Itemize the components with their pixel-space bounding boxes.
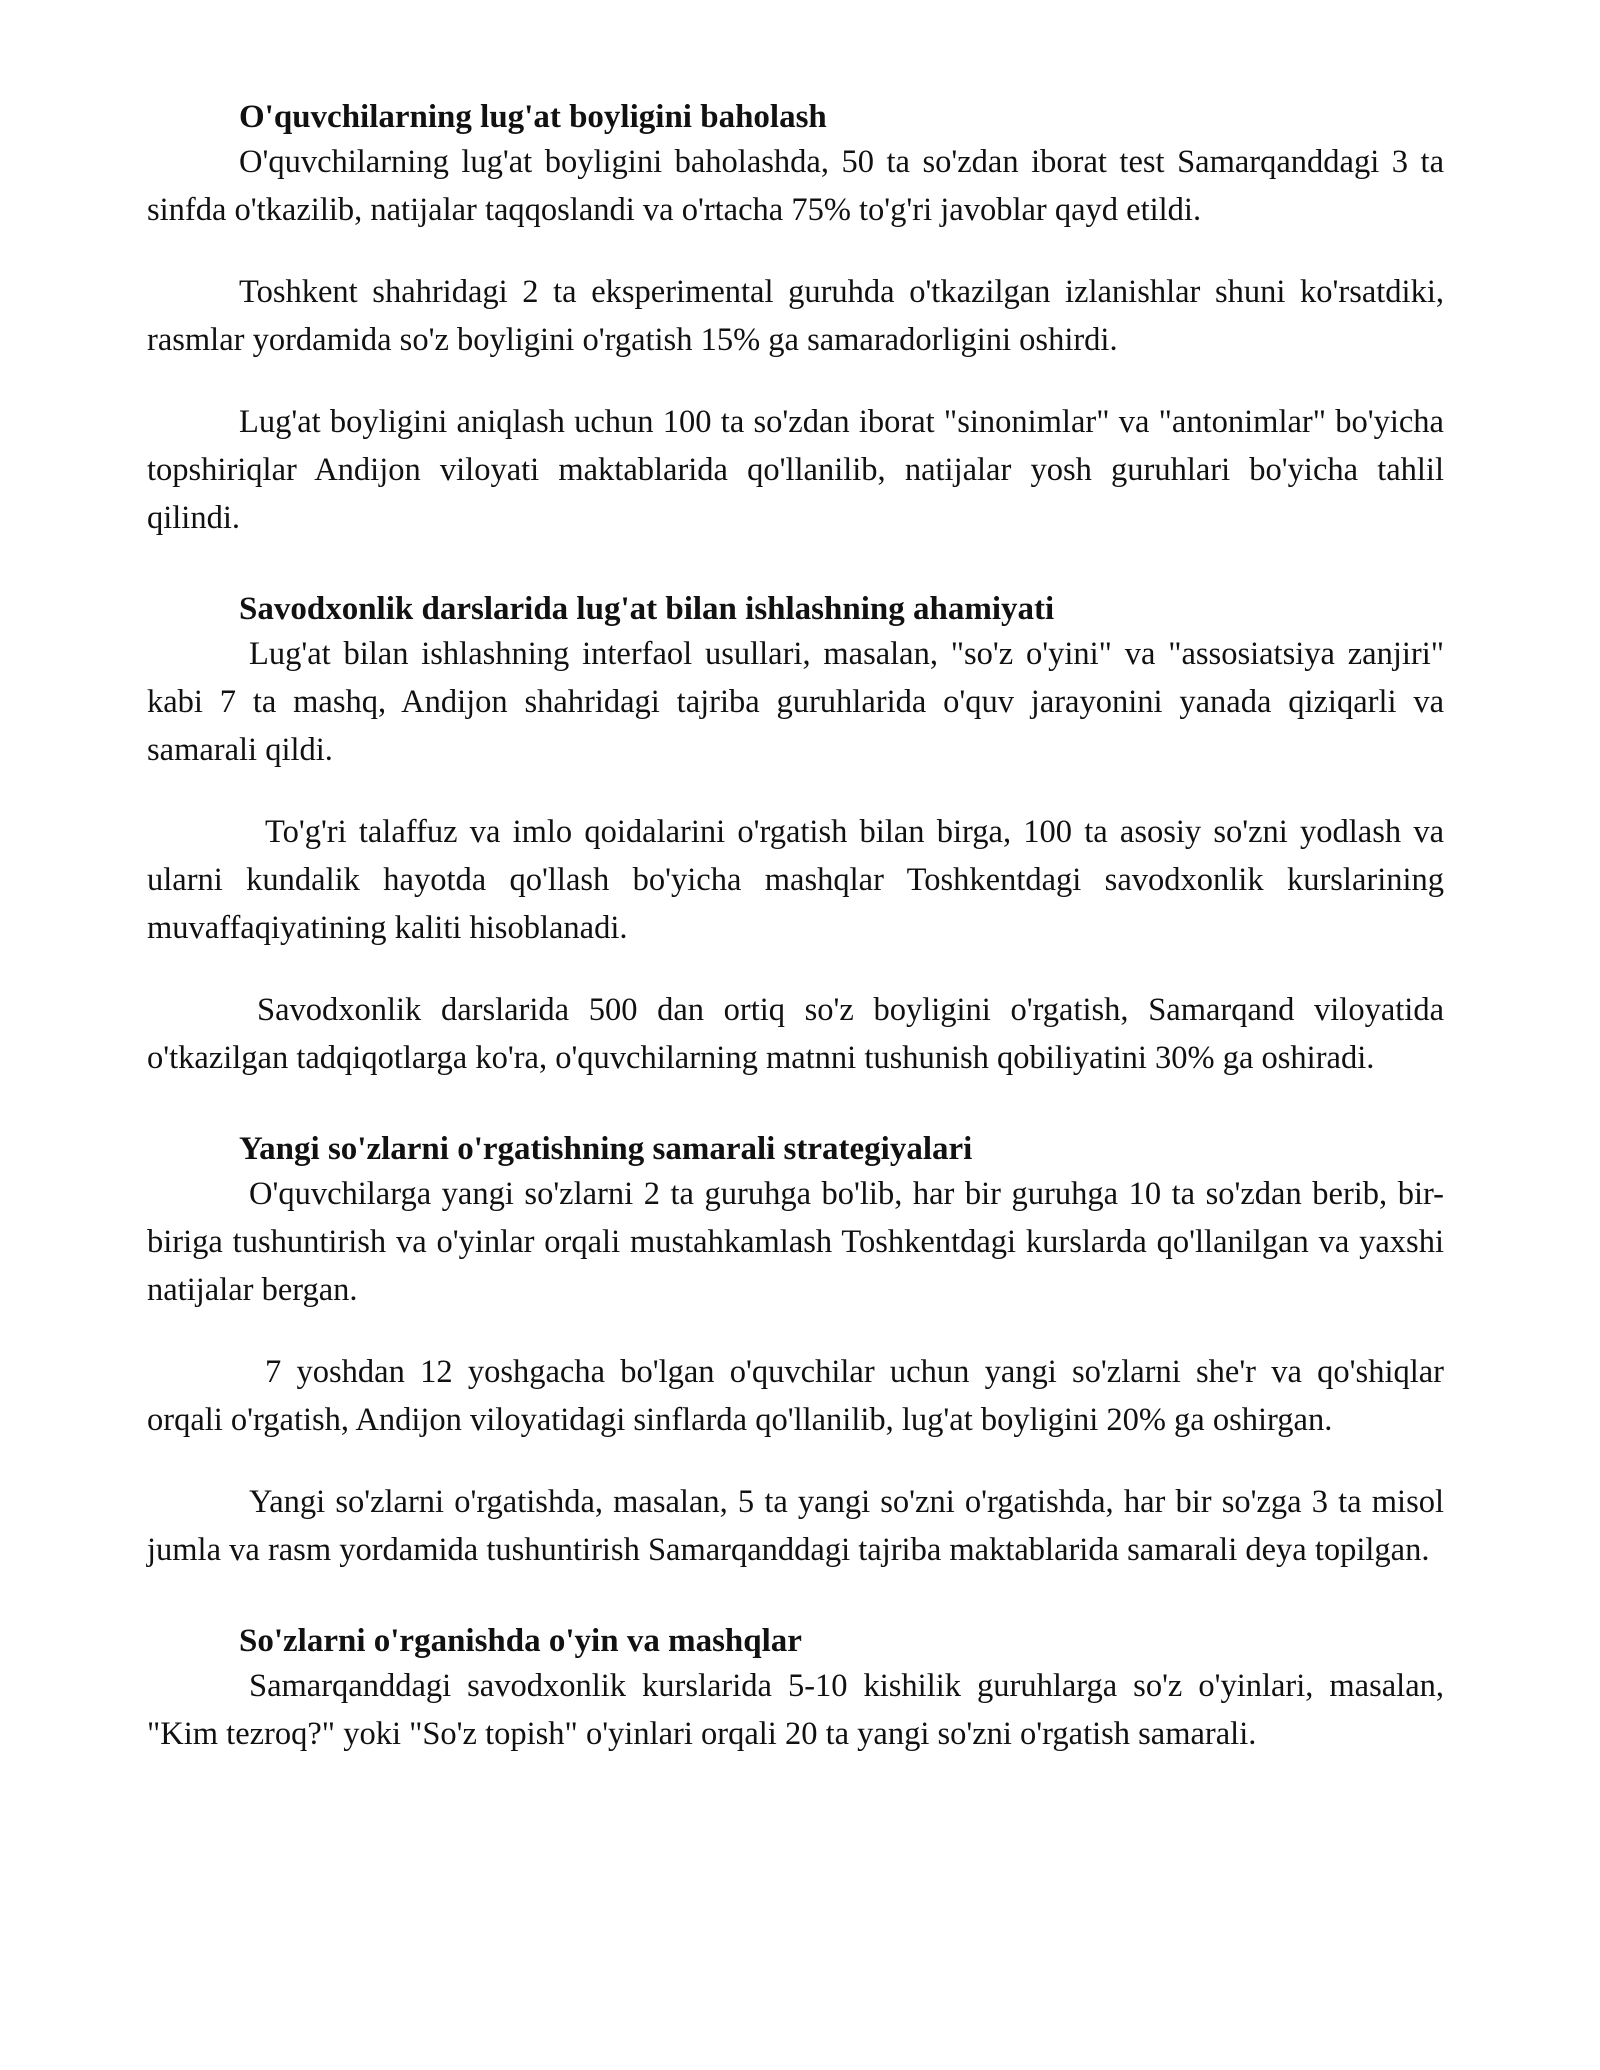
section-literacy-lessons [147, 588, 1444, 1082]
section-games-and-exercises [147, 1620, 1444, 1758]
paragraph: Samarqanddagi savodxonlik kurslarida 5-10 kishilik guruhlarga so'z o'yinlari, masalan, "Kim tezroq?" yoki "So'z topish" o'yinlari orqali 20 ta yangi so'zni o'rgatish samarali. [147, 1668, 1444, 1752]
paragraph: Yangi so'zlarni o'rgatishda, masalan, 5 ta yangi so'zni o'rgatishda, har bir so'zga 3 ta misol jumla va rasm yordamida tushuntirish Samarqanddagi tajriba maktablarida samarali deya topilgan. [147, 1484, 1444, 1568]
section-heading: O'quvchilarning lug'at boyligini baholash [239, 99, 827, 135]
document-page [147, 96, 1444, 1758]
paragraph: Lug'at bilan ishlashning interfaol usullari, masalan, "so'z o'yini" va "assosiatsiya zanjiri" kabi 7 ta mashq, Andijon shahridagi tajriba guruhlarida o'quv jarayonini yanada qiziqarli va samarali qildi. [147, 636, 1444, 768]
paragraph: To'g'ri talaffuz va imlo qoidalarini o'rgatish bilan birga, 100 ta asosiy so'zni yodlash va ularni kundalik hayotda qo'llash bo'yicha mashqlar Toshkentdagi savodxonlik kurslarining muvaffaqiyatining kaliti hisoblanadi. [147, 814, 1444, 946]
paragraph: O'quvchilarning lug'at boyligini baholashda, 50 ta so'zdan iborat test Samarqanddagi 3 ta sinfda o'tkazilib, natijalar taqqoslandi va o'rtacha 75% to'g'ri javoblar qayd etildi. [147, 144, 1444, 228]
section-vocabulary-assessment [147, 96, 1444, 542]
section-heading: So'zlarni o'rganishda o'yin va mashqlar [239, 1623, 802, 1659]
section-new-words-strategies [147, 1128, 1444, 1574]
paragraph: Lug'at boyligini aniqlash uchun 100 ta so'zdan iborat "sinonimlar" va "antonimlar" bo'yicha topshiriqlar Andijon viloyati maktablarida qo'llanilib, natijalar yosh guruhlari bo'yicha tahlil qilindi. [147, 404, 1444, 536]
paragraph: 7 yoshdan 12 yoshgacha bo'lgan o'quvchilar uchun yangi so'zlarni she'r va qo'shiqlar orqali o'rgatish, Andijon viloyatidagi sinflarda qo'llanilib, lug'at boyligini 20% ga oshirgan. [147, 1354, 1444, 1438]
section-heading: Savodxonlik darslarida lug'at bilan ishlashning ahamiyati [239, 591, 1055, 627]
section-heading: Yangi so'zlarni o'rgatishning samarali strategiyalari [239, 1131, 973, 1167]
paragraph: O'quvchilarga yangi so'zlarni 2 ta guruhga bo'lib, har bir guruhga 10 ta so'zdan berib, bir-biriga tushuntirish va o'yinlar orqali mustahkamlash Toshkentdagi kurslarda qo'llanilgan va yaxshi natijalar bergan. [147, 1176, 1444, 1308]
paragraph: Savodxonlik darslarida 500 dan ortiq so'z boyligini o'rgatish, Samarqand viloyatida o'tkazilgan tadqiqotlarga ko'ra, o'quvchilarning matnni tushunish qobiliyatini 30% ga oshiradi. [147, 992, 1444, 1076]
paragraph: Toshkent shahridagi 2 ta eksperimental guruhda o'tkazilgan izlanishlar shuni ko'rsatdiki, rasmlar yordamida so'z boyligini o'rgatish 15% ga samaradorligini oshirdi. [147, 274, 1444, 358]
